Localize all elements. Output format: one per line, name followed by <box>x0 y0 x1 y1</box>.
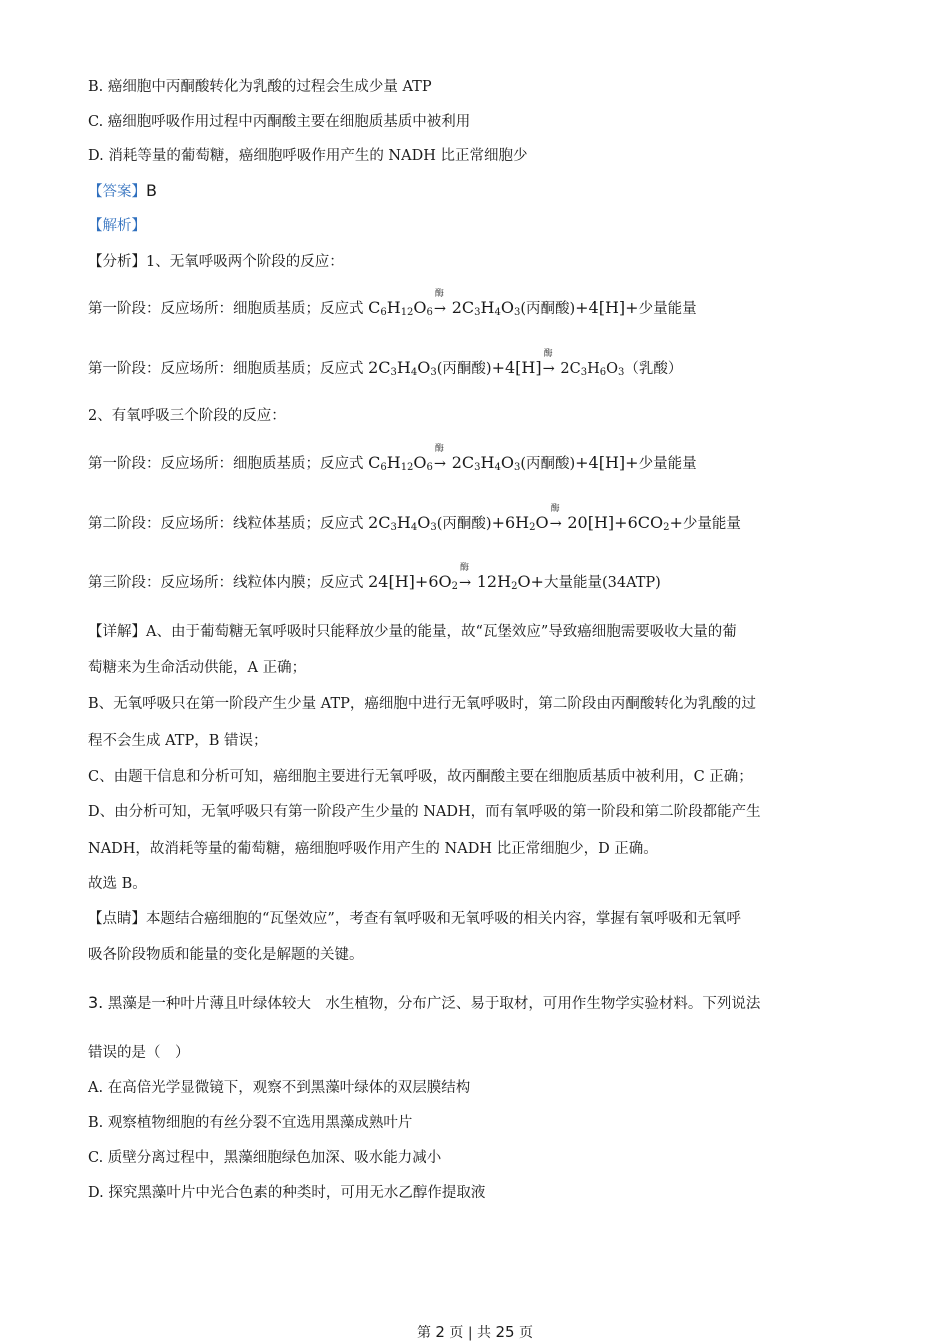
detail-a2: 萄糖来为生命活动供能，A 正确； <box>88 660 307 676</box>
option-c-prev: C. 癌细胞呼吸作用过程中丙酮酸主要在细胞质基质中被利用 <box>88 114 471 130</box>
detail-b1: B、无氧呼吸只在第一阶段产生少量 ATP，癌细胞中进行无氧呼吸时，第二阶段由丙酮酸转化为乳酸的过 <box>88 696 756 712</box>
analysis-tag: 【解析】 <box>88 218 146 234</box>
page-number: 2 <box>435 1323 445 1341</box>
detail-b2: 程不会生成 ATP，B 错误； <box>88 733 268 749</box>
comment-tag: 【点睛】 <box>88 911 146 927</box>
fenxi-line2: 2、有氧呼吸三个阶段的反应： <box>88 408 286 424</box>
enzyme-arrow: → 酶 <box>433 444 447 472</box>
enzyme-arrow: → 酶 <box>542 349 555 377</box>
fenxi-tag: 【分析】 <box>88 254 146 270</box>
anaerobic-stage1: 第一阶段：反应场所：细胞质基质；反应式 $C_6H_{12}O_6\to$ 酶 $2C_3H_4O_3$(丙酮酸)+4[H]+少量能量 <box>88 289 697 318</box>
detail-tag: 【详解】 <box>88 624 146 640</box>
fenxi-intro: 1、无氧呼吸两个阶段的反应： <box>146 254 344 270</box>
question3-option-b: B. 观察植物细胞的有丝分裂不宜选用黑藻成熟叶片 <box>88 1115 413 1131</box>
total-pages: 25 <box>495 1323 515 1341</box>
comment-l2: 吸各阶段物质和能量的变化是解题的关键。 <box>88 947 364 963</box>
question3-option-c: C. 质壁分离过程中，黑藻细胞绿色加深、吸水能力减小 <box>88 1150 442 1166</box>
aerobic-stage3: 第三阶段：反应场所：线粒体内膜；反应式 $24[H]+6O_2\to$ 酶 $12H_2O+$大量能量(34ATP) <box>88 563 661 592</box>
question3-option-a: A. 在高倍光学显微镜下，观察不到黑藻叶绿体的双层膜结构 <box>88 1080 471 1096</box>
stage-prefix: 第二阶段：反应场所：线粒体基质；反应式 <box>88 516 364 532</box>
aerobic-stage2: 第二阶段：反应场所：线粒体基质；反应式 $2C_3H_4O_3$(丙酮酸)$+6H_2O\to$ 酶 $20[H]+6CO_2+$少量能量 <box>88 504 741 533</box>
question3-stem1: 3. 黑藻是一种叶片薄且叶绿体较大 水生植物，分布广泛、易于取材，可用作生物学实验材料。下列说法 <box>88 993 761 1012</box>
question3-stem2: 错误的是（ ） <box>88 1045 190 1061</box>
option-b-prev: B. 癌细胞中丙酮酸转化为乳酸的过程会生成少量 ATP <box>88 79 432 95</box>
detail-c1: C、由题干信息和分析可知，癌细胞主要进行无氧呼吸，故丙酮酸主要在细胞质基质中被利用，C 正确； <box>88 769 753 785</box>
answer-line <box>88 181 157 202</box>
detail-d1: D、由分析可知，无氧呼吸只有第一阶段产生少量的 NADH，而有氧呼吸的第一阶段和第二阶段都能产生 <box>88 804 761 820</box>
stage-prefix: 第一阶段：反应场所：细胞质基质；反应式 <box>88 301 364 317</box>
fenxi-line1 <box>88 252 344 272</box>
option-d-prev: D. 消耗等量的葡萄糖，癌细胞呼吸作用产生的 NADH 比正常细胞少 <box>88 148 528 164</box>
stage-prefix: 第三阶段：反应场所：线粒体内膜；反应式 <box>88 575 364 591</box>
enzyme-arrow: → 酶 <box>549 504 562 532</box>
enzyme-arrow: → 酶 <box>458 563 472 591</box>
stage-prefix: 第一阶段：反应场所：细胞质基质；反应式 <box>88 361 364 377</box>
comment-l1: 【点睛】本题结合癌细胞的“瓦堡效应”，考查有氧呼吸和无氧呼吸的相关内容，掌握有氧呼吸和无氧呼 <box>88 911 741 927</box>
stage-prefix: 第一阶段：反应场所：细胞质基质；反应式 <box>88 456 364 472</box>
question3-option-d: D. 探究黑藻叶片中光合色素的种类时，可用无水乙醇作提取液 <box>88 1185 486 1201</box>
detail-choice: 故选 B。 <box>88 876 147 892</box>
question-number: 3. <box>88 993 104 1012</box>
page-footer: 第 2 页 | 共 25 页 <box>416 1323 534 1341</box>
anaerobic-stage2: 第一阶段：反应场所：细胞质基质；反应式 $2C_3H_4O_3$(丙酮酸)+4[H]→ 酶 $2C_3H_6O_3$（乳酸） <box>88 349 683 378</box>
answer-value: B <box>146 181 157 200</box>
aerobic-stage1: 第一阶段：反应场所：细胞质基质；反应式 $C_6H_{12}O_6\to$ 酶 $2C_3H_4O_3$(丙酮酸)+4[H]+少量能量 <box>88 444 697 473</box>
answer-tag: 【答案】 <box>88 184 146 200</box>
detail-d2: NADH，故消耗等量的葡萄糖，癌细胞呼吸作用产生的 NADH 比正常细胞少，D 正确。 <box>88 841 658 857</box>
detail-a1: 【详解】A、由于葡萄糖无氧呼吸时只能释放少量的能量，故“瓦堡效应”导致癌细胞需要吸收大量的葡 <box>88 624 737 640</box>
enzyme-arrow: → 酶 <box>433 289 447 317</box>
